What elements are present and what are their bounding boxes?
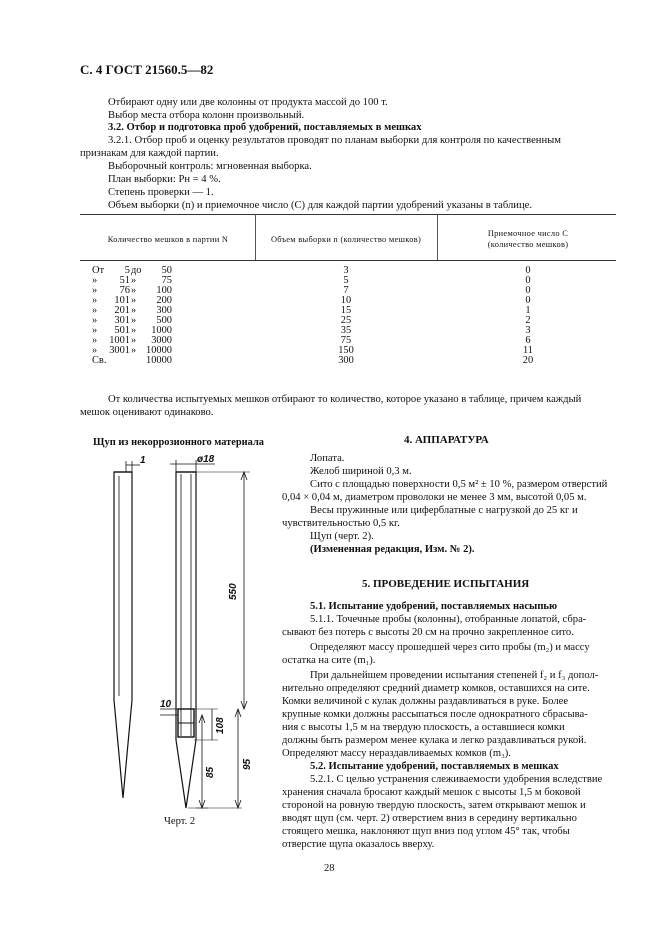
text-line: От количества испытуемых мешков отбирают то количество, которое указано в таблице, причем каждый	[108, 394, 582, 405]
text-line: отверстие щупа оказалось вверху.	[282, 839, 435, 850]
page-header: С. 4 ГОСТ 21560.5—82	[80, 62, 214, 77]
table-col-sample-size	[326, 266, 366, 366]
dim-label-18: ø18	[197, 454, 215, 465]
text-line: должны быть размером менее кулака и легко раздавливаться рукой.	[282, 735, 587, 746]
table-header-sample-size: Объем выборки n (количество мешков)	[270, 235, 422, 244]
text-line: Определяют массу нераздавливаемых комков (m₃).	[282, 748, 511, 759]
dim-label-108: 108	[215, 717, 226, 734]
table-cell: 1000	[151, 325, 172, 336]
table-cell: »	[131, 305, 137, 316]
table-cell: 1	[525, 305, 531, 316]
page-number: 28	[324, 863, 335, 874]
table-cell: 0	[525, 265, 531, 276]
text-line: хранения сначала бросают каждый мешок с высоты 1,5 м боковой	[282, 787, 581, 798]
table-cell: »	[131, 345, 137, 356]
table-cell: 20	[522, 355, 534, 366]
table-cell: »	[92, 325, 98, 336]
subsection-title: 5.2. Испытание удобрений, поставляемых в мешках	[310, 761, 559, 772]
section-title: 4. АППАРАТУРА	[404, 434, 489, 446]
dim-label-95: 95	[242, 758, 253, 770]
probe-front-view	[176, 472, 196, 808]
text-line: признакам для каждой партии.	[80, 148, 219, 159]
figure-title: Щуп из некоррозионного материала	[93, 437, 264, 448]
section-title: 5. ПРОВЕДЕНИЕ ИСПЫТАНИЯ	[362, 578, 530, 590]
table-cell: »	[92, 295, 98, 306]
table-cell: 15	[340, 305, 352, 316]
table-cell: 101	[114, 295, 130, 306]
table-cell: »	[92, 315, 98, 326]
table-cell: От	[92, 265, 105, 276]
table-cell: 10	[340, 295, 352, 306]
text-line: Лопата.	[310, 453, 345, 464]
table-cell: 5	[343, 275, 349, 286]
table-cell: 7	[343, 285, 349, 296]
subsection-title: 3.2. Отбор и подготовка проб удобрений, поставляемых в мешках	[108, 122, 422, 133]
text-line: Отбирают одну или две колонны от продукта массой до 100 т.	[108, 97, 388, 108]
text-line: чувствительностью 0,5 кг.	[282, 518, 400, 529]
table-cell: »	[92, 275, 98, 286]
text-line: Комки величиной с кулак должны раздавливаться в руке. Более	[282, 696, 569, 707]
table-cell: 300	[338, 355, 354, 366]
table-cell: 300	[156, 305, 172, 316]
table-cell: »	[131, 285, 137, 296]
dim-label-550: 550	[228, 583, 239, 600]
text-line: вводят щуп (см. черт. 2) отверстием вниз в середину вертикально	[282, 813, 577, 824]
text-line: крупные комки должны рассыпаться после однократного сбрасыва-	[282, 709, 588, 720]
text-line: План выборки: Pн = 4 %.	[108, 174, 221, 185]
table-cell: 301	[114, 315, 130, 326]
text-line: Щуп (черт. 2).	[310, 531, 374, 542]
text-line: ния с высоты 1,5 м на твердую плоскость, а оставшиеся комки	[282, 722, 565, 733]
dim-label-1: 1	[140, 455, 146, 466]
table-cell: »	[92, 345, 98, 356]
table-cell: 51	[119, 275, 130, 286]
table-divider	[255, 214, 256, 260]
text-line: стороной на ровную твердую плоскость, затем открывают мешок и	[282, 800, 586, 811]
table-header-acceptance: Приемочное число C (количество мешков)	[487, 229, 569, 249]
table-cell: 10000	[146, 345, 172, 356]
table-cell: 3000	[151, 335, 172, 346]
text-line: Сито с площадью поверхности 0,5 м² ± 10 %, размером отверстий	[310, 479, 608, 490]
text-line: 3.2.1. Отбор проб и оценку результатов проводят по планам выборки для контроля по качественным	[108, 135, 561, 146]
table-cell: »	[131, 275, 137, 286]
text-line: стоящего мешка, наклоняют щуп вниз под углом 45° так, чтобы	[282, 826, 570, 837]
text-line: 5.2.1. С целью устранения слеживаемости удобрения вследствие	[310, 774, 603, 785]
table-cell: 5	[124, 265, 130, 276]
text-line: остатка на сите (m₁).	[282, 655, 376, 666]
table-cell: »	[131, 295, 137, 306]
table-cell: »	[92, 285, 98, 296]
table-top-rule	[80, 214, 616, 215]
table-cell: до	[131, 265, 142, 276]
table-cell: »	[131, 325, 137, 336]
table-cell: 10000	[146, 355, 172, 366]
table-cell: 500	[156, 315, 172, 326]
table-cell: »	[131, 335, 137, 346]
table-header-quantity: Количество мешков в партии N	[107, 235, 229, 244]
text-line: Выбор места отбора колонн произвольный.	[108, 110, 305, 121]
table-divider	[437, 214, 438, 260]
table-cell: »	[92, 335, 98, 346]
table-cell: »	[131, 315, 137, 326]
table-col-from	[104, 266, 130, 366]
table-cell: 3	[343, 265, 349, 276]
probe-drawing	[90, 450, 270, 820]
subsection-title: 5.1. Испытание удобрений, поставляемых насыпью	[310, 601, 558, 612]
text-line: нительно определяют средний диаметр комков, оставшихся на сите.	[282, 683, 590, 694]
table-cell: 75	[161, 275, 172, 286]
table-cell: 501	[114, 325, 130, 336]
dim-label-85: 85	[205, 766, 216, 778]
table-cell: 25	[340, 315, 352, 326]
text-line: Объем выборки (n) и приемочное число (C) для каждой партии удобрений указаны в таблице.	[108, 200, 532, 211]
dim-label-10: 10	[160, 699, 172, 710]
text-line: 0,04 × 0,04 м, диаметром проволоки не менее 3 мм, высотой 0,05 м.	[282, 492, 587, 503]
text-line: мешок оценивают одинаково.	[80, 407, 214, 418]
table-cell: 6	[525, 335, 531, 346]
text-line: сывают без потерь с высоты 20 см на прочно закрепленное сито.	[282, 627, 574, 638]
table-cell: 1001	[109, 335, 130, 346]
table-cell: 50	[161, 265, 172, 276]
table-col-to	[140, 266, 172, 366]
text-line: Определяют массу прошедшей через сито пробы (m₂) и массу	[310, 642, 590, 653]
text-line: Выборочный контроль: мгновенная выборка.	[108, 161, 312, 172]
table-cell: Св.	[92, 355, 107, 366]
table-cell: 2	[525, 315, 531, 326]
text-line: Весы пружинные или циферблатные с нагрузкой до 25 кг и	[310, 505, 578, 516]
table-cell: 0	[525, 295, 531, 306]
table-cell: 0	[525, 275, 531, 286]
table-cell: 100	[156, 285, 172, 296]
table-cell: 76	[119, 285, 130, 296]
table-cell: 200	[156, 295, 172, 306]
table-cell: 11	[522, 345, 533, 356]
table-cell: 0	[525, 285, 531, 296]
table-cell: 75	[340, 335, 352, 346]
text-line: Желоб шириной 0,3 м.	[310, 466, 412, 477]
table-cell: 150	[338, 345, 354, 356]
revision-note: (Измененная редакция, Изм. № 2).	[310, 544, 475, 555]
table-cell: 35	[340, 325, 352, 336]
table-cell: »	[92, 305, 98, 316]
table-col-acceptance	[508, 266, 548, 366]
table-cell: 201	[114, 305, 130, 316]
text-line: 5.1.1. Точечные пробы (колонны), отобранные лопатой, сбра-	[310, 614, 587, 625]
table-cell: 3001	[109, 345, 130, 356]
table-cell: 3	[525, 325, 531, 336]
figure-caption: Черт. 2	[164, 816, 196, 827]
text-line: Степень проверки — 1.	[108, 187, 214, 198]
table-cell	[104, 356, 130, 366]
table-header-rule	[80, 260, 616, 261]
text-line: При дальнейшем проведении испытания степеней f₂ и f₃ допол-	[310, 670, 599, 681]
probe-side-view	[114, 472, 132, 798]
